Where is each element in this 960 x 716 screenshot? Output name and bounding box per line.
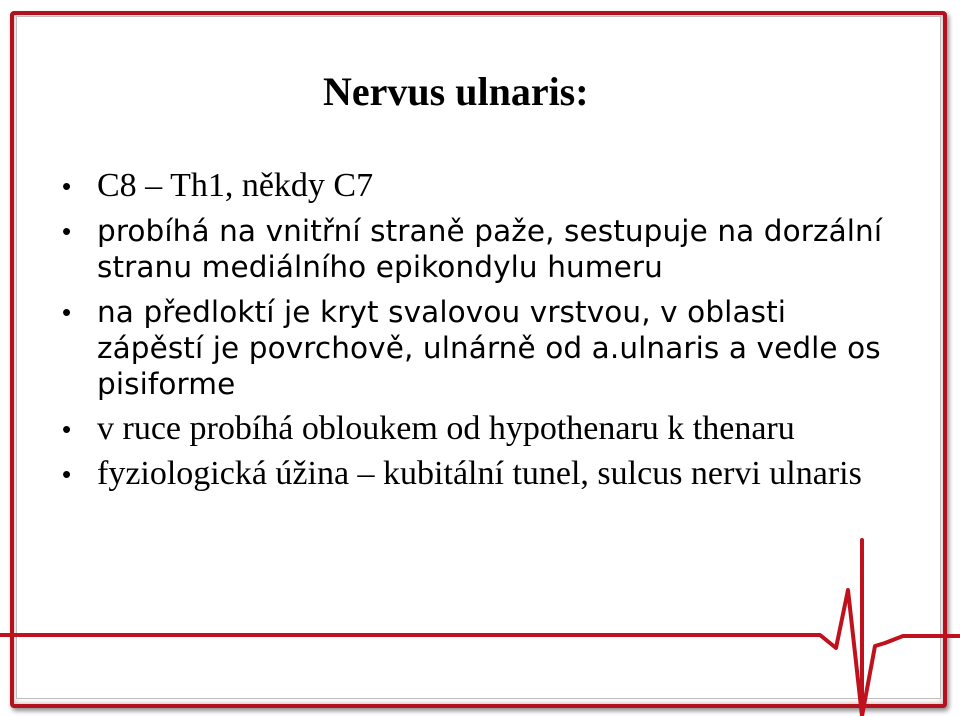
bullet-text: na předloktí je kryt svalovou vrstvou, v oblasti zápěstí je povrchově, ulnárně od a.ulnaris a vedle os pisiforme <box>97 295 881 401</box>
bullet-item <box>57 411 897 447</box>
bullet-dot-icon: • <box>62 297 72 327</box>
bullet-item <box>57 168 897 204</box>
bullet-item <box>57 213 897 285</box>
ekg-trace <box>0 540 960 716</box>
bullet-dot-icon: • <box>62 216 72 246</box>
bullet-text: v ruce probíhá obloukem od hypothenaru k thenaru <box>97 410 795 447</box>
bullet-text: fyziologická úžina – kubitální tunel, sulcus nervi ulnaris <box>97 455 862 492</box>
bullet-item <box>57 456 897 492</box>
bullet-list <box>57 168 897 501</box>
bullet-dot-icon: • <box>62 171 72 201</box>
bullet-item <box>57 294 897 402</box>
slide-title: Nervus ulnaris: <box>323 69 589 114</box>
bullet-dot-icon: • <box>62 414 72 444</box>
bullet-text: C8 – Th1, někdy C7 <box>97 167 374 204</box>
bullet-text: probíhá na vnitřní straně paže, sestupuje na dorzální stranu mediálního epikondylu humeru <box>97 214 883 284</box>
bullet-dot-icon: • <box>62 459 72 489</box>
